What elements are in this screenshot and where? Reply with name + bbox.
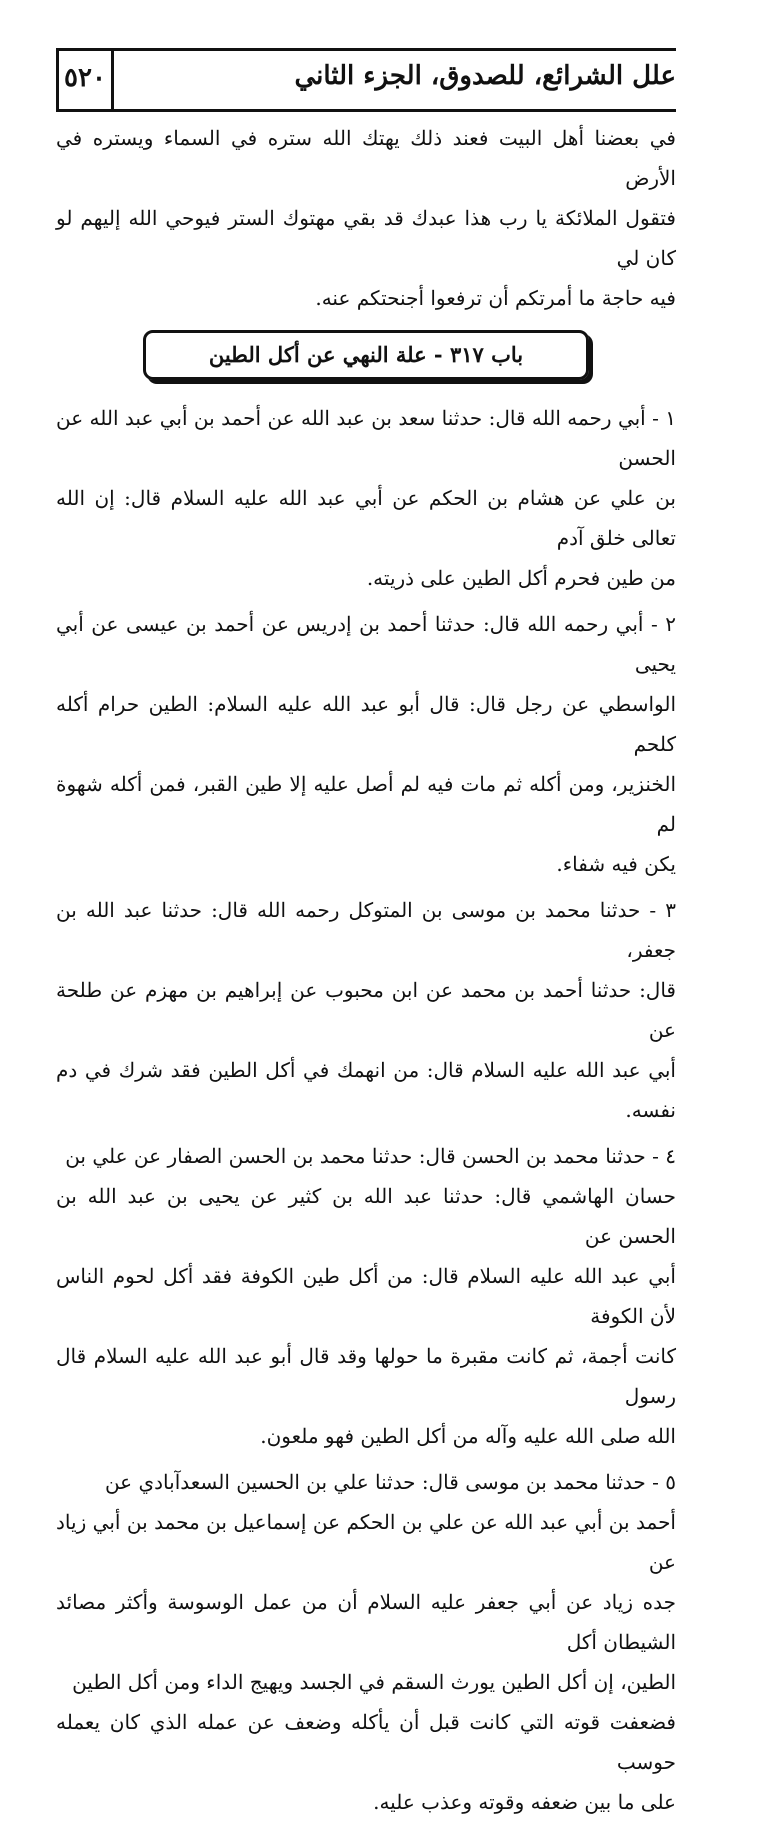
- text-line: في بعضنا أهل البيت فعند ذلك يهتك الله ستره في السماء ويستره في الأرض: [56, 126, 676, 190]
- text-line: بن علي عن هشام بن الحكم عن أبي عبد الله عليه السلام قال: إن الله تعالى خلق آدم: [56, 486, 676, 550]
- running-title: علل الشرائع، للصدوق، الجزء الثاني: [294, 61, 676, 91]
- text-line: فتقول الملائكة يا رب هذا عبدك قد بقي مهتوك الستر فيوحي الله إليهم لو كان لي: [56, 206, 676, 270]
- text-line: الطين، إن أكل الطين يورث السقم في الجسد ويهيج الداء ومن أكل الطين: [72, 1670, 676, 1694]
- text-line: ٥ - حدثنا محمد بن موسى قال: حدثنا علي بن الحسين السعدآبادي عن: [104, 1470, 676, 1494]
- book-page: [56, 48, 676, 1822]
- chapter-heading: باب ٣١٧ - علة النهي عن أكل الطين: [143, 330, 589, 380]
- page-header: [56, 48, 676, 112]
- text-line: ٣ - حدثنا محمد بن موسى بن المتوكل رحمه الله قال: حدثنا عبد الله بن جعفر،: [56, 898, 676, 962]
- text-line: ١ - أبي رحمه الله قال: حدثنا سعد بن عبد الله عن أحمد بن أبي عبد الله عن الحسن: [56, 406, 676, 470]
- text-line: على ما بين ضعفه وقوته وعذب عليه.: [373, 1790, 676, 1814]
- page-number: ٥٢٠: [56, 51, 114, 109]
- text-line: قال: حدثنا أحمد بن محمد عن ابن محبوب عن إبراهيم بن مهزم عن طلحة عن: [56, 978, 676, 1042]
- text-line: حسان الهاشمي قال: حدثنا عبد الله بن كثير عن يحيى بن عبد الله بن الحسن عن: [56, 1184, 676, 1248]
- text-line: فضعفت قوته التي كانت قبل أن يأكله وضعف عن عمله الذي كان يعمله حوسب: [56, 1710, 676, 1774]
- hadith-1: [56, 398, 676, 598]
- text-line: فيه حاجة ما أمرتكم أن ترفعوا أجنحتكم عنه.: [315, 286, 676, 310]
- text-line: ٢ - أبي رحمه الله قال: حدثنا أحمد بن إدريس عن أحمد بن عيسى عن أبي يحيى: [56, 612, 676, 676]
- text-line: أبي عبد الله عليه السلام قال: من أكل طين الكوفة فقد أكل لحوم الناس لأن الكوفة: [56, 1264, 676, 1328]
- hadith-3: [56, 890, 676, 1130]
- text-line: جده زياد عن أبي جعفر عليه السلام أن من عمل الوسوسة وأكثر مصائد الشيطان أكل: [56, 1590, 676, 1654]
- text-line: أبي عبد الله عليه السلام قال: من انهمك في أكل الطين فقد شرك في دم نفسه.: [56, 1058, 676, 1122]
- text-line: يكن فيه شفاء.: [556, 852, 676, 876]
- text-line: كانت أجمة، ثم كانت مقبرة ما حولها وقد قال أبو عبد الله عليه السلام قال رسول: [56, 1344, 676, 1408]
- text-line: أحمد بن أبي عبد الله عن علي بن الحكم عن إسماعيل بن محمد بن أبي زياد عن: [56, 1510, 676, 1574]
- hadith-4: [56, 1136, 676, 1456]
- text-line: الله صلى الله عليه وآله من أكل الطين فهو ملعون.: [260, 1424, 676, 1448]
- text-line: ٤ - حدثنا محمد بن الحسن قال: حدثنا محمد بن الحسن الصفار عن علي بن: [65, 1144, 676, 1168]
- text-line: من طين فحرم أكل الطين على ذريته.: [366, 566, 676, 590]
- text-line: الخنزير، ومن أكله ثم مات فيه لم أصل عليه إلا طين القبر، فمن أكله شهوة لم: [56, 772, 676, 836]
- hadith-5: [56, 1462, 676, 1822]
- intro-paragraph: [56, 118, 676, 318]
- text-line: الواسطي عن رجل قال: قال أبو عبد الله عليه السلام: الطين حرام أكله كلحم: [56, 692, 676, 756]
- hadith-2: [56, 604, 676, 884]
